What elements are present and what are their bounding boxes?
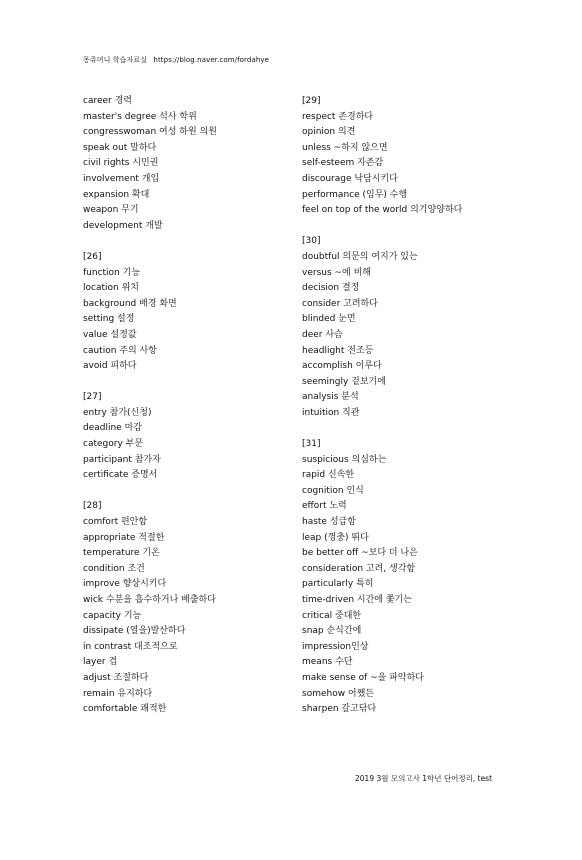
vocab-entry: sharpen 갈고닦다 <box>302 704 377 715</box>
vocab-entry: entry 참가(신청) <box>83 407 152 418</box>
vocab-entry: value 설정값 <box>83 329 137 340</box>
question-number: [27] <box>83 392 102 403</box>
vocab-entry: discourage 낙담시키다 <box>302 173 398 184</box>
vocab-entry: performance (임무) 수행 <box>302 189 408 200</box>
vocab-entry: cognition 인식 <box>302 485 364 496</box>
vocab-entry: function 기능 <box>83 267 141 278</box>
vocab-entry: background 배경 화면 <box>83 298 177 309</box>
vocab-entry: effort 노력 <box>302 501 347 512</box>
header-title: 몽쥬머니 학습자료실 <box>83 56 148 64</box>
vocab-entry: versus ~에 비해 <box>302 267 371 278</box>
vocab-entry: leap (껑충) 뛰다 <box>302 532 369 543</box>
question-number: [30] <box>302 236 321 247</box>
question-number: [31] <box>302 439 321 450</box>
vocab-entry: setting 설정 <box>83 314 135 325</box>
spacer <box>83 375 293 391</box>
vocab-entry: blinded 눈먼 <box>302 314 356 325</box>
vocab-entry: consider 고려하다 <box>302 298 378 309</box>
vocab-entry: adjust 조절하다 <box>83 672 149 683</box>
vocab-entry: make sense of ~을 파악하다 <box>302 672 424 683</box>
vocab-entry: doubtful 의문의 여지가 있는 <box>302 251 418 262</box>
vocab-entry: layer 겹 <box>83 657 118 668</box>
spacer <box>302 219 512 235</box>
vocab-entry: rapid 신속한 <box>302 470 355 481</box>
vocab-entry: location 위치 <box>83 283 139 294</box>
vocab-entry: participant 참가자 <box>83 454 161 465</box>
vocab-entry: consideration 고려, 생각함 <box>302 563 416 574</box>
vocab-entry: time-driven 시간에 쫓기는 <box>302 595 412 605</box>
vocab-entry: in contrast 대조적으로 <box>83 641 178 652</box>
question-number: [28] <box>83 501 102 512</box>
vocab-entry: remain 유지하다 <box>83 688 153 699</box>
vocab-entry: means 수단 <box>302 657 353 668</box>
vocab-entry: haste 성급함 <box>302 517 356 528</box>
vocab-entry: speak out 말하다 <box>83 142 157 153</box>
vocab-entry: dissipate (열을)발산하다 <box>83 626 186 637</box>
vocab-entry: caution 주의 사항 <box>83 345 157 356</box>
page-header <box>83 55 269 65</box>
vocab-column-right <box>302 94 512 718</box>
vocab-entry: congresswoman 여성 하원 의원 <box>83 127 217 138</box>
vocab-entry: expansion 확대 <box>83 189 150 200</box>
vocab-entry: appropriate 적절한 <box>83 532 165 543</box>
vocab-entry: particularly 특히 <box>302 579 374 590</box>
vocab-entry: suspicious 의심하는 <box>302 454 387 465</box>
vocab-entry: somehow 어쨌든 <box>302 688 375 699</box>
vocab-entry: deer 사슴 <box>302 329 343 340</box>
vocab-entry: involvement 개입 <box>83 173 160 184</box>
vocab-entry: headlight 전조등 <box>302 345 374 356</box>
vocab-entry: comfort 편안함 <box>83 517 148 528</box>
question-number: [29] <box>302 96 321 106</box>
vocab-entry: wick 수분을 흡수하거나 배출하다 <box>83 595 216 605</box>
vocab-entry: critical 중대한 <box>302 610 362 621</box>
vocab-entry: self-esteem 자존감 <box>302 158 384 169</box>
vocab-entry: development 개발 <box>83 220 163 231</box>
vocab-entry: capacity 기능 <box>83 610 142 621</box>
vocab-entry: category 부문 <box>83 439 144 450</box>
vocab-entry: seemingly 겉보기에 <box>302 376 386 387</box>
vocab-entry: weapon 무기 <box>83 205 139 216</box>
vocab-entry: unless ~하지 않으면 <box>302 142 388 153</box>
vocab-entry: decision 결정 <box>302 283 360 294</box>
vocab-entry: opinion 의견 <box>302 127 356 138</box>
question-number: [26] <box>83 251 102 262</box>
vocab-entry: analysis 분석 <box>302 392 359 403</box>
spacer <box>83 484 293 500</box>
vocab-entry: deadline 마감 <box>83 423 142 434</box>
spacer <box>302 421 512 437</box>
vocab-entry: master's degree 석사 학위 <box>83 111 197 122</box>
vocab-entry: temperature 기온 <box>83 548 160 559</box>
vocab-entry: certificate 증명서 <box>83 470 158 481</box>
vocab-entry: improve 향상시키다 <box>83 579 167 590</box>
vocab-column-left <box>83 94 293 718</box>
vocab-entry: career 경력 <box>83 96 132 106</box>
vocab-entry: snap 순식간에 <box>302 626 362 637</box>
vocab-entry: be better off ~보다 더 나은 <box>302 548 418 559</box>
vocab-entry: condition 조건 <box>83 563 145 574</box>
vocab-entry: impression인상 <box>302 641 369 652</box>
spacer <box>83 234 293 250</box>
vocab-entry: comfortable 쾌적한 <box>83 704 167 715</box>
header-url: https://blog.naver.com/fordahye <box>153 56 270 64</box>
vocab-entry: accomplish 이루다 <box>302 361 382 372</box>
vocab-entry: respect 존경하다 <box>302 111 374 122</box>
vocab-entry: intuition 직관 <box>302 407 360 418</box>
page-footer: 2019 3월 모의고사 1학년 단어정리, test <box>355 774 493 783</box>
vocab-entry: avoid 피하다 <box>83 361 137 372</box>
vocab-entry: feel on top of the world 의기양양하다 <box>302 205 463 216</box>
vocab-entry: civil rights 시민권 <box>83 158 159 169</box>
